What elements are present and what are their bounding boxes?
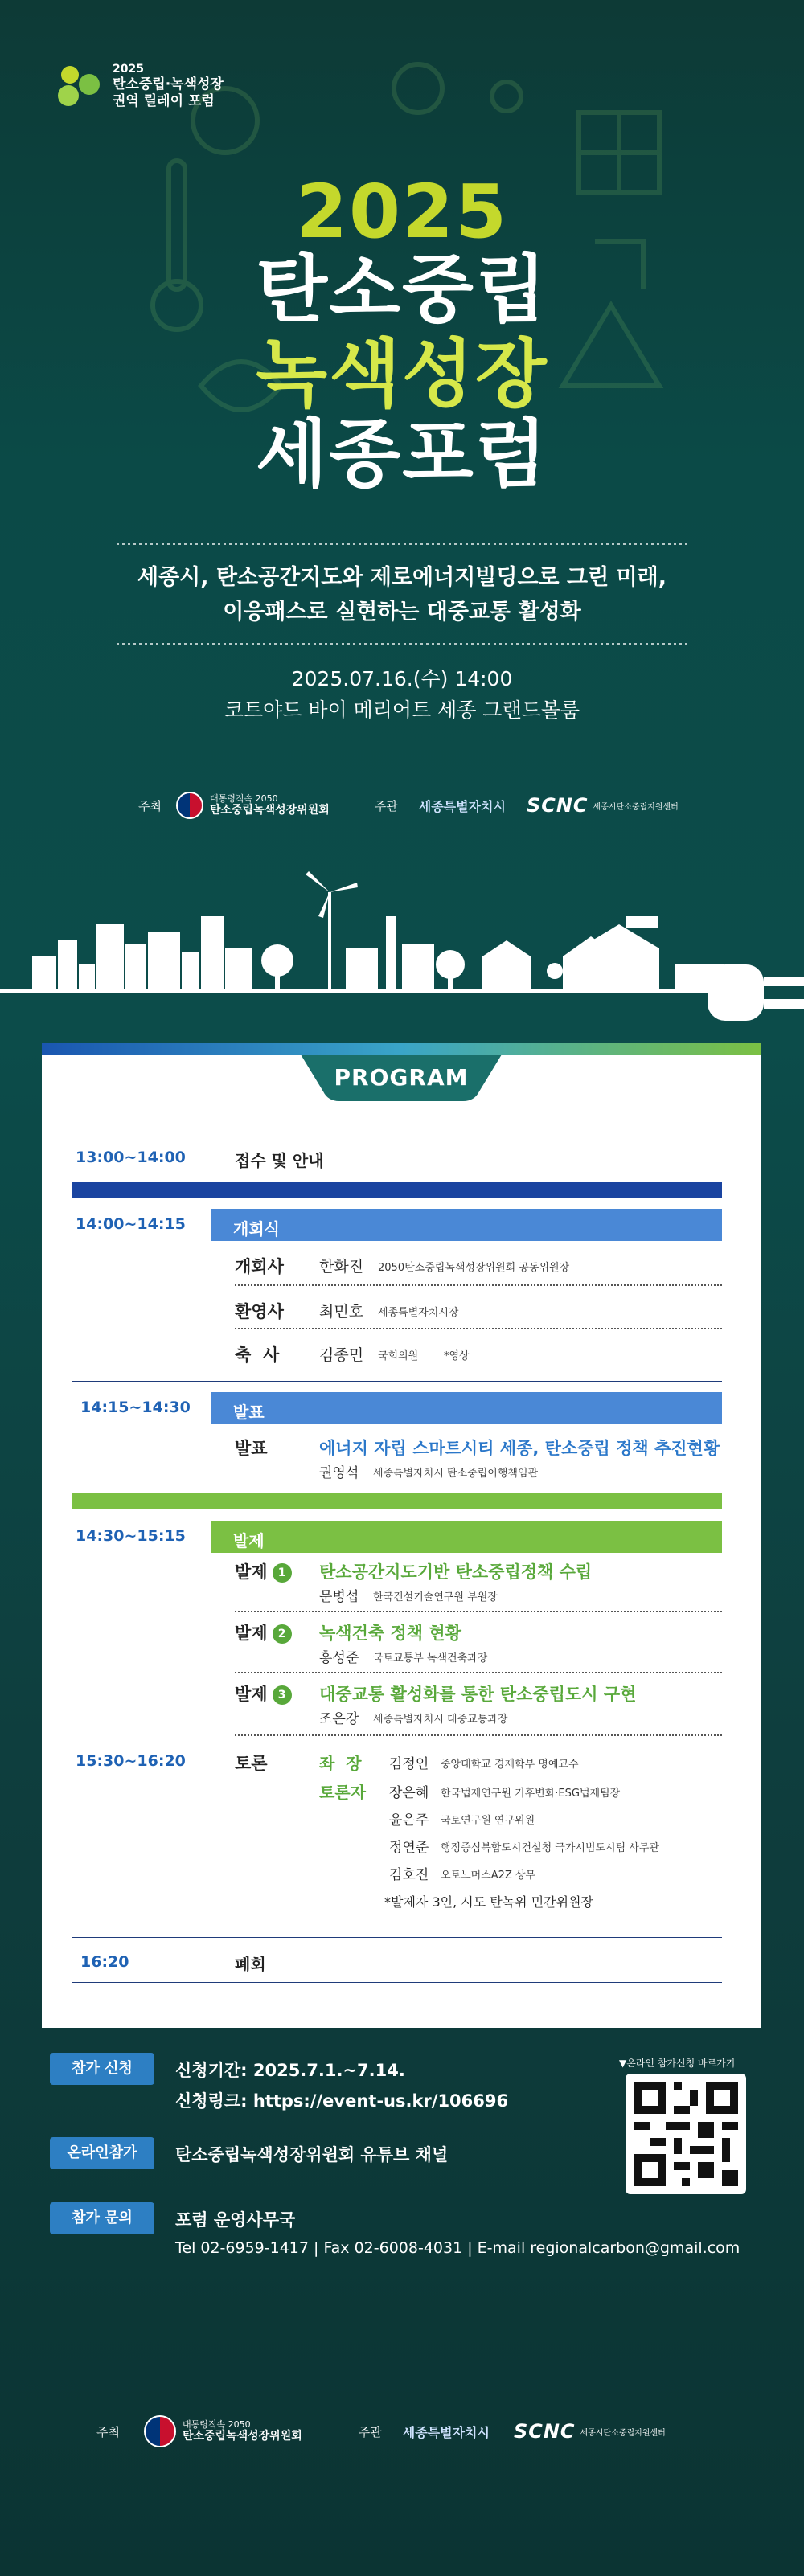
gov-committee-logo — [176, 792, 330, 819]
session-time: 14:30~15:15 — [76, 1527, 186, 1545]
gov-name: 탄소중립녹색성장위원회 — [209, 804, 330, 817]
person-name: 윤은주 — [389, 1812, 429, 1829]
dotted-rule — [235, 1734, 722, 1736]
divider-bottom — [117, 643, 687, 645]
title-line-2: 녹색성장 — [256, 331, 548, 417]
rule — [72, 1381, 722, 1382]
scnc-logo: SCNC — [526, 794, 589, 817]
person-name: 김정인 — [389, 1756, 429, 1772]
session-time: 14:00~14:15 — [76, 1215, 186, 1233]
role-label: 발표 — [235, 1439, 268, 1458]
scnc-sub-text: 세종시탄소중립지원센터 — [593, 802, 679, 812]
role-label: 발제 3 — [235, 1681, 292, 1706]
gov-committee-logo — [144, 2415, 302, 2447]
scnc-sub-text: 세종시탄소중립지원센터 — [580, 2428, 666, 2438]
person-name: 권영석 — [319, 1465, 359, 1481]
logo-line-2: 권역 릴레이 포럼 — [113, 92, 215, 109]
dotted-rule — [235, 1328, 722, 1329]
role-label: 환영사 — [235, 1302, 284, 1321]
sejong-logo: 세종특별자치시 — [418, 798, 506, 814]
section-bar-blue — [72, 1182, 722, 1198]
subtitle-line-1: 세종시, 탄소공간지도와 제로에너지빌딩으로 그린 미래, — [137, 565, 667, 590]
program-card-top-bar — [42, 1043, 761, 1055]
role-label: 발제 1 — [235, 1559, 292, 1583]
session-time: 16:20 — [80, 1953, 129, 1971]
person-desc: 중앙대학교 경제학부 명예교수 — [441, 1759, 579, 1771]
session-bar: 발표 — [211, 1392, 722, 1424]
person-name: 정연준 — [389, 1840, 429, 1856]
gov-small-text: 대통령직속 2050 — [182, 2419, 251, 2430]
divider-top — [117, 543, 687, 545]
organizer-label: 주관 — [358, 2424, 382, 2439]
presentation-title: 에너지 자립 스마트시티 세종, 탄소중립 정책 추진현황 — [319, 1439, 720, 1458]
session-time: 15:30~16:20 — [76, 1752, 186, 1770]
title-year: 2025 — [295, 169, 509, 255]
person-name: 홍성준 — [319, 1650, 359, 1666]
person-desc: 2050탄소중립녹색성장위원회 공동위원장 — [378, 1262, 570, 1274]
presentation-title: 녹색건축 정책 현황 — [319, 1624, 461, 1643]
sponsor-row-bottom — [0, 2415, 804, 2447]
person-name: 한화진 — [319, 1258, 364, 1276]
role-label: 개회사 — [235, 1257, 284, 1276]
session-time: 13:00~14:00 — [76, 1149, 186, 1166]
program-card — [42, 1043, 761, 2028]
video-note: *영상 — [444, 1350, 470, 1362]
scnc-logo: SCNC — [513, 2420, 576, 2443]
rule — [72, 1982, 722, 1983]
person-desc: 한국건설기술연구원 부원장 — [373, 1591, 498, 1603]
person-desc: 오토노머스A2Z 상무 — [441, 1870, 536, 1882]
person-name: 최민호 — [319, 1303, 364, 1321]
panel-note: *발제자 3인, 시도 탄녹위 민간위원장 — [384, 1894, 593, 1910]
number-badge: 3 — [273, 1685, 292, 1705]
panel-role: 토론자 — [319, 1783, 366, 1802]
person-name: 김호진 — [389, 1867, 429, 1883]
person-desc: 한국법제연구원 기후변화·ESG법제팀장 — [441, 1788, 621, 1800]
person-desc: 국회의원 — [378, 1350, 419, 1362]
role-label: 발제 2 — [235, 1620, 292, 1644]
forum-logo — [56, 63, 224, 110]
subtitle — [0, 561, 804, 629]
dotted-rule — [235, 1672, 722, 1673]
apply-label: 참가 신청 — [50, 2053, 154, 2085]
person-desc: 국토연구원 연구위원 — [441, 1815, 535, 1827]
contact-line: Tel 02-6959-1417 | Fax 02-6008-4031 | E-mail regionalcarbon@gmail.com — [175, 2239, 740, 2257]
session-time: 14:15~14:30 — [80, 1399, 191, 1416]
plug-icon — [708, 964, 804, 1021]
session-bar: 발제 — [211, 1521, 722, 1553]
session-bar: 개회식 — [211, 1209, 722, 1241]
contact-org: 포럼 운영사무국 — [175, 2210, 296, 2230]
event-info — [0, 664, 804, 727]
role-label: 토론 — [235, 1754, 268, 1773]
session-label: 접수 및 안내 — [235, 1151, 324, 1170]
apply-period: 신청기간: 2025.7.1.~7.14. — [175, 2061, 405, 2080]
subtitle-line-2: 이응패스로 실현하는 대중교통 활성화 — [223, 599, 581, 625]
person-desc: 세종특별자치시 대중교통과장 — [373, 1714, 508, 1726]
person-name: 조은강 — [319, 1711, 359, 1727]
number-badge: 2 — [273, 1624, 292, 1644]
event-venue: 코트야드 바이 메리어트 세종 그랜드볼룸 — [224, 698, 580, 722]
rule — [72, 1937, 722, 1938]
person-desc: 행정중심복합도시건설청 국가시범도시팀 사무관 — [441, 1842, 659, 1854]
taegeuk-icon — [176, 792, 203, 819]
presentation-title: 탄소공간지도기반 탄소중립정책 수립 — [319, 1562, 593, 1582]
host-label: 주최 — [96, 2424, 120, 2439]
person-name: 장은혜 — [389, 1785, 429, 1801]
qr-note: ▼온라인 참가신청 바로가기 — [619, 2058, 736, 2069]
role-label: 축 사 — [235, 1345, 280, 1365]
gov-small-text: 대통령직속 2050 — [209, 793, 278, 804]
sejong-logo: 세종특별자치시 — [402, 2424, 490, 2440]
session-label: 폐회 — [235, 1955, 266, 1974]
city-skyline-illustration — [0, 868, 804, 1037]
section-bar-green — [72, 1493, 722, 1509]
organizer-label: 주관 — [374, 798, 398, 813]
contact-label: 참가 문의 — [50, 2202, 154, 2234]
number-badge: 1 — [273, 1563, 292, 1583]
person-desc: 세종특별자치시 탄소중립이행책임관 — [373, 1468, 539, 1480]
person-desc: 세종특별자치시장 — [378, 1307, 459, 1319]
person-name: 문병섭 — [319, 1589, 359, 1605]
title-line-3: 세종포럼 — [256, 412, 548, 498]
sponsor-row-top — [0, 792, 804, 819]
title-line-1: 탄소중립 — [256, 247, 548, 333]
hero-section — [0, 0, 804, 1013]
person-desc: 국토교통부 녹색건축과장 — [373, 1652, 488, 1665]
qr-code-icon[interactable] — [626, 2074, 746, 2194]
person-name: 김종민 — [319, 1346, 364, 1364]
online-text: 탄소중립녹색성장위원회 유튜브 채널 — [175, 2145, 449, 2164]
host-label: 주최 — [138, 798, 162, 813]
dotted-rule — [235, 1611, 722, 1612]
taegeuk-icon — [144, 2415, 176, 2447]
logo-year: 2025 — [113, 63, 144, 76]
logo-line-1: 탄소중립·녹색성장 — [113, 76, 224, 93]
gov-name: 탄소중립녹색성장위원회 — [182, 2430, 302, 2443]
chair-role: 좌 장 — [319, 1754, 362, 1773]
presentation-title: 대중교통 활성화를 통한 탄소중립도시 구현 — [319, 1685, 637, 1704]
event-datetime: 2025.07.16.(수) 14:00 — [291, 667, 513, 690]
program-tab-label: PROGRAM — [334, 1064, 469, 1091]
online-label: 온라인참가 — [50, 2137, 154, 2169]
dotted-rule — [235, 1284, 722, 1286]
apply-link[interactable]: 신청링크: https://event-us.kr/106696 — [175, 2091, 509, 2111]
leaf-logo-icon — [56, 63, 103, 109]
